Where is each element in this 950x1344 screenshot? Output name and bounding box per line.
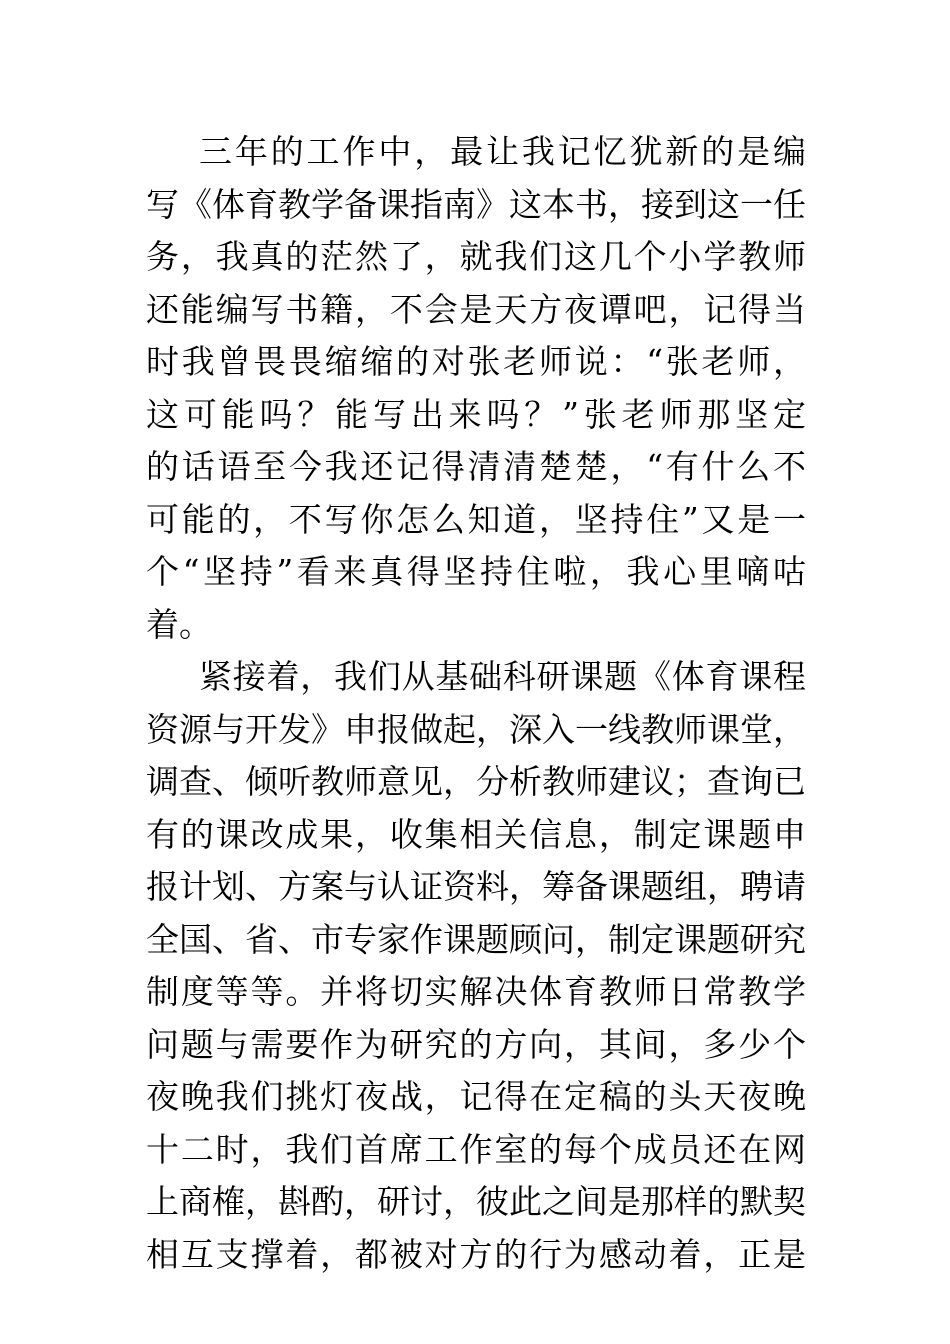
text-line: 可能的，不写你怎么知道，坚持住”又是一 <box>146 499 806 539</box>
text-line: 十二时，我们首席工作室的每个成员还在网 <box>146 1129 806 1169</box>
text-line: 的话语至今我还记得清清楚楚，“有什么不 <box>146 447 806 486</box>
paragraph-2 <box>146 651 806 1281</box>
text-line: 问题与需要作为研究的方向，其间，多少个 <box>146 1024 806 1064</box>
text-line: 有的课改成果，收集相关信息，制定课题申 <box>146 814 806 854</box>
text-line: 写《体育教学备课指南》这本书，接到这一任 <box>146 184 806 224</box>
text-line: 务，我真的茫然了，就我们这几个小学教师 <box>146 237 806 276</box>
paragraph-1 <box>146 126 806 651</box>
text-line: 紧接着，我们从基础科研课题《体育课程 <box>199 657 806 696</box>
text-line: 全国、省、市专家作课题顾问，制定课题研究 <box>146 919 806 959</box>
text-line: 相互支撑着，都被对方的行为感动着，正是 <box>146 1234 806 1274</box>
text-line: 还能编写书籍，不会是天方夜谭吧，记得当 <box>146 289 806 329</box>
text-line: 这可能吗？能写出来吗？”张老师那坚定 <box>146 394 806 434</box>
text-line: 报计划、方案与认证资料，筹备课题组，聘请 <box>146 867 806 906</box>
text-line: 三年的工作中，最让我记忆犹新的是编 <box>199 132 806 171</box>
text-line: 上商榷，斟酌，研讨，彼此之间是那样的默契 <box>146 1182 806 1221</box>
text-line: 夜晚我们挑灯夜战，记得在定稿的头天夜晚 <box>146 1077 806 1116</box>
text-line: 时我曾畏畏缩缩的对张老师说：“张老师， <box>146 342 806 381</box>
text-line: 调查、倾听教师意见，分析教师建议；查询已 <box>146 762 806 801</box>
text-line: 着。 <box>146 604 212 644</box>
text-line: 资源与开发》申报做起，深入一线教师课堂， <box>146 709 806 749</box>
text-line: 个“坚持”看来真得坚持住啦，我心里嘀咕 <box>146 552 806 591</box>
text-line: 制度等等。并将切实解决体育教师日常教学 <box>146 972 806 1011</box>
body-text <box>146 126 806 1281</box>
